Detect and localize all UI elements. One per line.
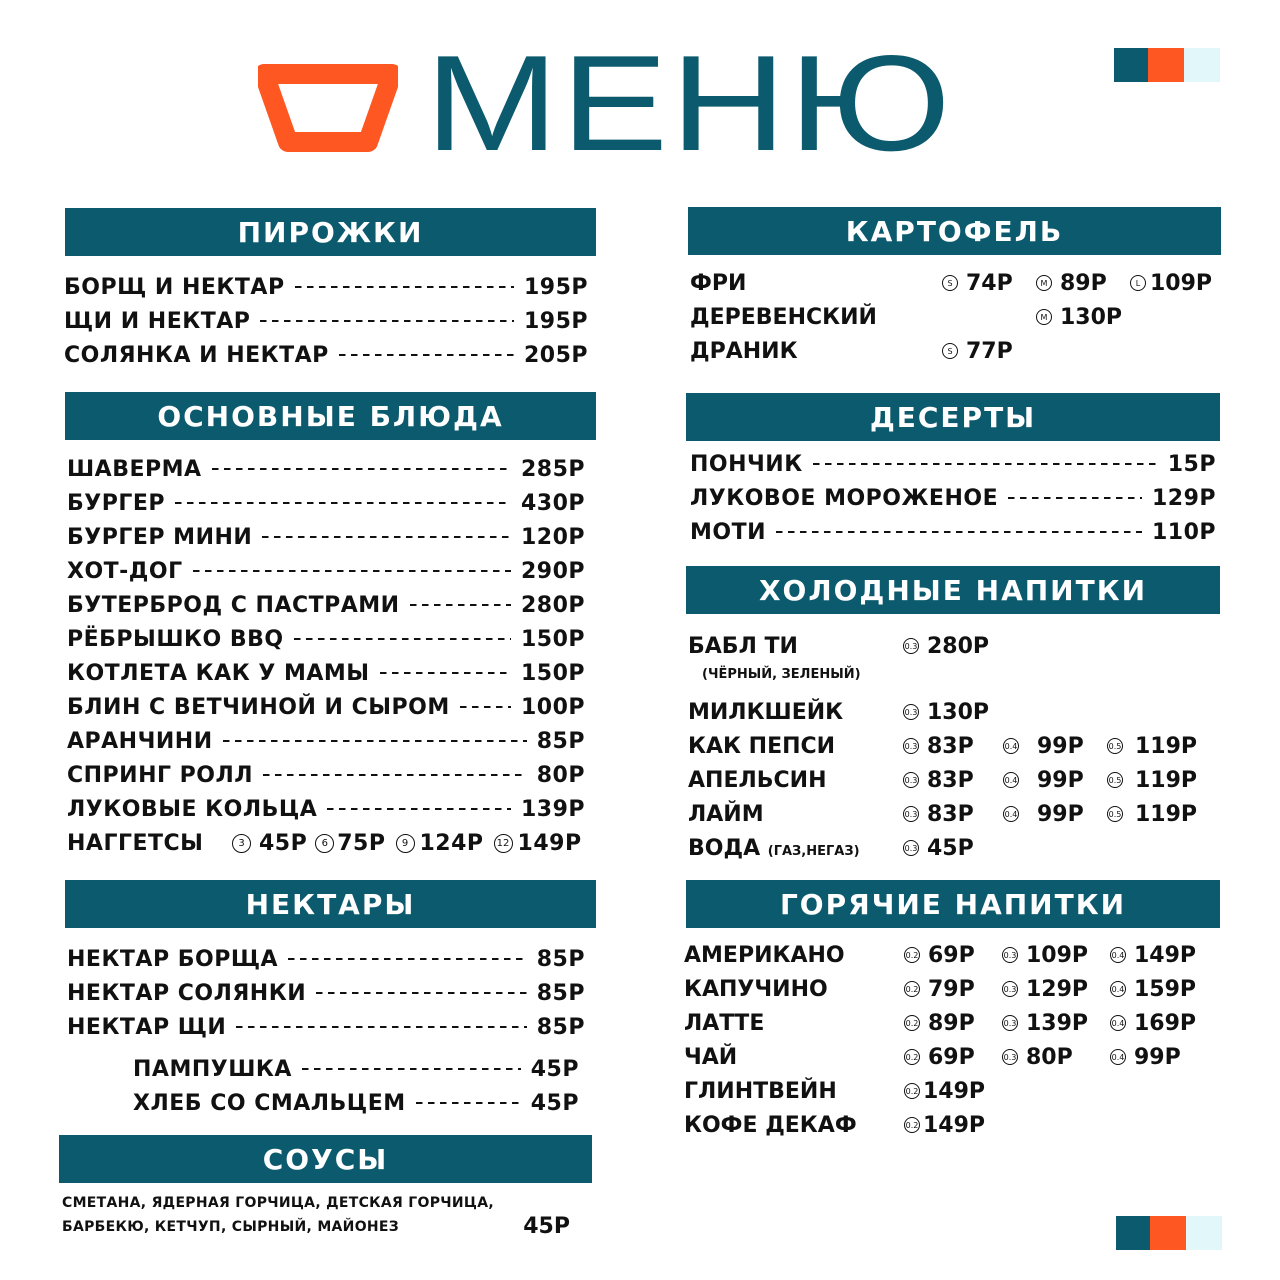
item-name: ЛУКОВОЕ МОРОЖЕНОЕ: [690, 485, 999, 511]
item-price: 130Р: [927, 699, 990, 725]
item-name: ЛУКОВЫЕ КОЛЬЦА: [67, 796, 318, 822]
item-name: ХЛЕБ СО СМАЛЬЦЕМ: [133, 1090, 406, 1116]
item-price: 150Р: [520, 626, 585, 652]
size-icon: 9: [396, 834, 415, 853]
item-name: МИЛКШЕЙК: [688, 699, 844, 725]
item-price: 129Р: [1026, 976, 1089, 1002]
item-name-text: ВОДА: [688, 835, 761, 861]
extras-list: [133, 1052, 579, 1120]
item-name: ДРАНИК: [690, 338, 798, 364]
item-name: БЛИН С ВЕТЧИНОЙ И СЫРОМ: [67, 694, 450, 720]
decor-squares-top: [1114, 48, 1220, 82]
item-name: ЩИ И НЕКТАР: [64, 308, 251, 334]
item-name: ГЛИНТВЕЙН: [684, 1078, 837, 1104]
item-price: 195Р: [523, 308, 588, 334]
item-name: БУРГЕР: [67, 490, 166, 516]
size-icon: 0.4: [1110, 947, 1126, 963]
item-price: 129Р: [1151, 485, 1216, 511]
item-price: 290Р: [520, 558, 585, 584]
menu-item: [64, 270, 588, 304]
item-name: МОТИ: [690, 519, 767, 545]
size-icon: 0.2: [904, 1083, 920, 1099]
size-icon: 0.4: [1110, 1015, 1126, 1031]
item-price: 85Р: [536, 946, 585, 972]
item-price: 45Р: [530, 1090, 579, 1116]
menu-item: [67, 724, 585, 758]
menu-item: [67, 554, 585, 588]
size-icon: 0.5: [1107, 772, 1123, 788]
item-name: ЛАТТЕ: [684, 1010, 765, 1036]
item-price: 77Р: [966, 338, 1013, 364]
item-price: 74Р: [966, 270, 1013, 296]
item-price: 83Р: [927, 801, 974, 827]
menu-item: [67, 758, 585, 792]
item-price: 83Р: [927, 733, 974, 759]
size-icon: 0.3: [1002, 1049, 1018, 1065]
size-icon: 0.5: [1107, 738, 1123, 754]
item-note: (ГАЗ,НЕГАЗ): [767, 843, 860, 859]
section-header-pirozhki: ПИРОЖКИ: [65, 208, 596, 256]
item-price: 85Р: [536, 980, 585, 1006]
item-name: АМЕРИКАНО: [684, 942, 845, 968]
size-icon: 0.3: [903, 840, 919, 856]
item-price: 109Р: [1150, 270, 1213, 296]
item-price: 69Р: [928, 1044, 975, 1070]
menu-item: [67, 486, 585, 520]
size-icon: 0.3: [1002, 981, 1018, 997]
section-header-hot-drinks: ГОРЯЧИЕ НАПИТКИ: [686, 880, 1220, 928]
item-price: 75Р: [337, 830, 386, 856]
item-price: 149Р: [517, 830, 582, 856]
section-header-potato: КАРТОФЕЛЬ: [688, 207, 1221, 255]
menu-item: [67, 792, 585, 826]
item-name: НАГГЕТСЫ: [67, 830, 204, 856]
menu-item: [67, 656, 585, 690]
item-name: ДЕРЕВЕНСКИЙ: [690, 304, 877, 330]
item-price: 149Р: [923, 1112, 986, 1138]
item-name: НЕКТАР СОЛЯНКИ: [67, 980, 307, 1006]
item-price: 110Р: [1151, 519, 1216, 545]
item-name: БУТЕРБРОД С ПАСТРАМИ: [67, 592, 400, 618]
item-note: (ЧЁРНЫЙ, ЗЕЛЕНЫЙ): [702, 666, 861, 682]
item-price: 80Р: [536, 762, 585, 788]
size-icon: 0.2: [904, 1117, 920, 1133]
size-icon: M: [1036, 275, 1052, 291]
item-price: 79Р: [928, 976, 975, 1002]
menu-item: [67, 976, 585, 1010]
item-name: ФРИ: [690, 270, 747, 296]
menu-item: [688, 763, 1218, 797]
item-name: БОРЩ И НЕКТАР: [64, 274, 285, 300]
menu-item: [64, 304, 588, 338]
size-icon: S: [942, 343, 958, 359]
item-price: 159Р: [1134, 976, 1197, 1002]
size-icon: 0.2: [904, 981, 920, 997]
item-price: 99Р: [1037, 767, 1084, 793]
item-name: ЧАЙ: [684, 1044, 738, 1070]
item-name: ШАВЕРМА: [67, 456, 202, 482]
item-price: 280Р: [520, 592, 585, 618]
menu-item: [67, 1010, 585, 1044]
menu-item: [684, 938, 1216, 972]
item-price: 99Р: [1037, 733, 1084, 759]
item-name: СПРИНГ РОЛЛ: [67, 762, 254, 788]
menu-item: [688, 797, 1218, 831]
section-header-cold-drinks: ХОЛОДНЫЕ НАПИТКИ: [686, 566, 1220, 614]
menu-item: [684, 1074, 1216, 1108]
menu-item: [684, 1040, 1216, 1074]
potato-list: [690, 266, 1220, 368]
item-name: КАПУЧИНО: [684, 976, 828, 1002]
item-price: 109Р: [1026, 942, 1089, 968]
size-icon: 0.4: [1110, 1049, 1126, 1065]
size-icon: 0.3: [903, 806, 919, 822]
size-icon: 0.3: [1002, 947, 1018, 963]
item-price: 80Р: [1026, 1044, 1073, 1070]
hot-drinks-list: [684, 938, 1216, 1142]
size-icon: 0.2: [904, 947, 920, 963]
item-price: 130Р: [1060, 304, 1123, 330]
item-price: 119Р: [1135, 767, 1198, 793]
section-header-nectars: НЕКТАРЫ: [65, 880, 596, 928]
item-name: АРАНЧИНИ: [67, 728, 213, 754]
item-name: СОЛЯНКА И НЕКТАР: [64, 342, 329, 368]
menu-item-nuggets: [67, 826, 585, 860]
size-icon: 0.4: [1003, 772, 1019, 788]
item-price: 99Р: [1037, 801, 1084, 827]
size-icon: 0.2: [904, 1015, 920, 1031]
size-icon: 0.3: [903, 738, 919, 754]
size-icon: 3: [232, 834, 251, 853]
menu-item: [690, 334, 1220, 368]
item-price: 85Р: [536, 1014, 585, 1040]
menu-item: [67, 690, 585, 724]
desserts-list: [690, 447, 1216, 549]
menu-item: [64, 338, 588, 372]
item-name: КАК ПЕПСИ: [688, 733, 836, 759]
menu-item: [690, 447, 1216, 481]
page-title: МЕНЮ: [425, 27, 954, 179]
menu-item: [67, 588, 585, 622]
cold-drinks-list: [688, 629, 1218, 865]
menu-item: [688, 695, 1218, 729]
menu-item: [688, 729, 1218, 763]
item-price: 195Р: [523, 274, 588, 300]
item-price: 45Р: [530, 1056, 579, 1082]
section-header-desserts: ДЕСЕРТЫ: [686, 393, 1220, 441]
size-icon: 0.3: [903, 704, 919, 720]
menu-item: [133, 1052, 579, 1086]
menu-item: [690, 515, 1216, 549]
sauces-line-2: БАРБЕКЮ, КЕТЧУП, СЫРНЫЙ, МАЙОНЕЗ: [62, 1218, 400, 1235]
menu-item: [67, 452, 585, 486]
menu-item: [684, 1006, 1216, 1040]
item-price: 45Р: [927, 835, 974, 861]
item-price: 120Р: [520, 524, 585, 550]
size-icon: 6: [315, 834, 334, 853]
item-price: 99Р: [1134, 1044, 1181, 1070]
item-price: 149Р: [923, 1078, 986, 1104]
logo-icon: [258, 62, 398, 154]
item-price: 205Р: [523, 342, 588, 368]
sauces-block: [62, 1192, 582, 1239]
item-price: 15Р: [1167, 451, 1216, 477]
size-icon: 0.4: [1003, 806, 1019, 822]
size-icon: 0.3: [903, 638, 919, 654]
menu-item: [684, 1108, 1216, 1142]
item-price: 89Р: [928, 1010, 975, 1036]
item-price: 150Р: [520, 660, 585, 686]
size-icon: 0.2: [904, 1049, 920, 1065]
item-price: 285Р: [520, 456, 585, 482]
section-header-sauces: СОУСЫ: [59, 1135, 592, 1183]
main-dishes-list: [67, 452, 585, 860]
item-name: ПАМПУШКА: [133, 1056, 292, 1082]
nectars-list: [67, 942, 585, 1044]
menu-item: [67, 942, 585, 976]
size-icon: L: [1130, 275, 1146, 291]
menu-item: [690, 481, 1216, 515]
item-price: 83Р: [927, 767, 974, 793]
item-name: АПЕЛЬСИН: [688, 767, 827, 793]
item-price: 45Р: [259, 830, 308, 856]
pirozhki-list: [64, 270, 588, 372]
item-price: 69Р: [928, 942, 975, 968]
item-price: 124Р: [419, 830, 484, 856]
menu-item: [67, 520, 585, 554]
size-icon: S: [942, 275, 958, 291]
item-name: НЕКТАР БОРЩА: [67, 946, 279, 972]
item-price: 100Р: [520, 694, 585, 720]
item-name: ЛАЙМ: [688, 801, 764, 827]
sauces-line-1: СМЕТАНА, ЯДЕРНАЯ ГОРЧИЦА, ДЕТСКАЯ ГОРЧИЦА,: [62, 1195, 494, 1211]
item-name: РЁБРЫШКО BBQ: [67, 626, 284, 652]
menu-item: [67, 622, 585, 656]
item-price: 85Р: [536, 728, 585, 754]
menu-item: [133, 1086, 579, 1120]
item-name: НЕКТАР ЩИ: [67, 1014, 227, 1040]
item-name: БАБЛ ТИ: [688, 633, 798, 659]
size-icon: 0.4: [1003, 738, 1019, 754]
menu-item: [688, 831, 1218, 865]
sauces-price: 45Р: [523, 1214, 570, 1239]
item-price: 280Р: [927, 633, 990, 659]
item-price: 89Р: [1060, 270, 1107, 296]
item-name: КОФЕ ДЕКАФ: [684, 1112, 857, 1138]
size-icon: 0.3: [1002, 1015, 1018, 1031]
size-icon: 0.5: [1107, 806, 1123, 822]
item-price: 119Р: [1135, 801, 1198, 827]
size-icon: 0.3: [903, 772, 919, 788]
menu-item: [688, 629, 1218, 663]
item-name: ХОТ-ДОГ: [67, 558, 183, 584]
item-name: БУРГЕР МИНИ: [67, 524, 253, 550]
item-name: КОТЛЕТА КАК У МАМЫ: [67, 660, 370, 686]
decor-squares-bottom: [1116, 1216, 1222, 1250]
size-icon: 12: [494, 834, 513, 853]
menu-item: [690, 266, 1220, 300]
item-name: ПОНЧИК: [690, 451, 803, 477]
item-price: 169Р: [1134, 1010, 1197, 1036]
item-price: 149Р: [1134, 942, 1197, 968]
item-price: 119Р: [1135, 733, 1198, 759]
item-name: [688, 836, 903, 861]
item-price: 139Р: [1026, 1010, 1089, 1036]
section-header-main-dishes: ОСНОВНЫЕ БЛЮДА: [65, 392, 596, 440]
menu-item: [684, 972, 1216, 1006]
menu-item: [690, 300, 1220, 334]
item-price: 430Р: [520, 490, 585, 516]
item-price: 139Р: [520, 796, 585, 822]
size-icon: M: [1036, 309, 1052, 325]
size-icon: 0.4: [1110, 981, 1126, 997]
